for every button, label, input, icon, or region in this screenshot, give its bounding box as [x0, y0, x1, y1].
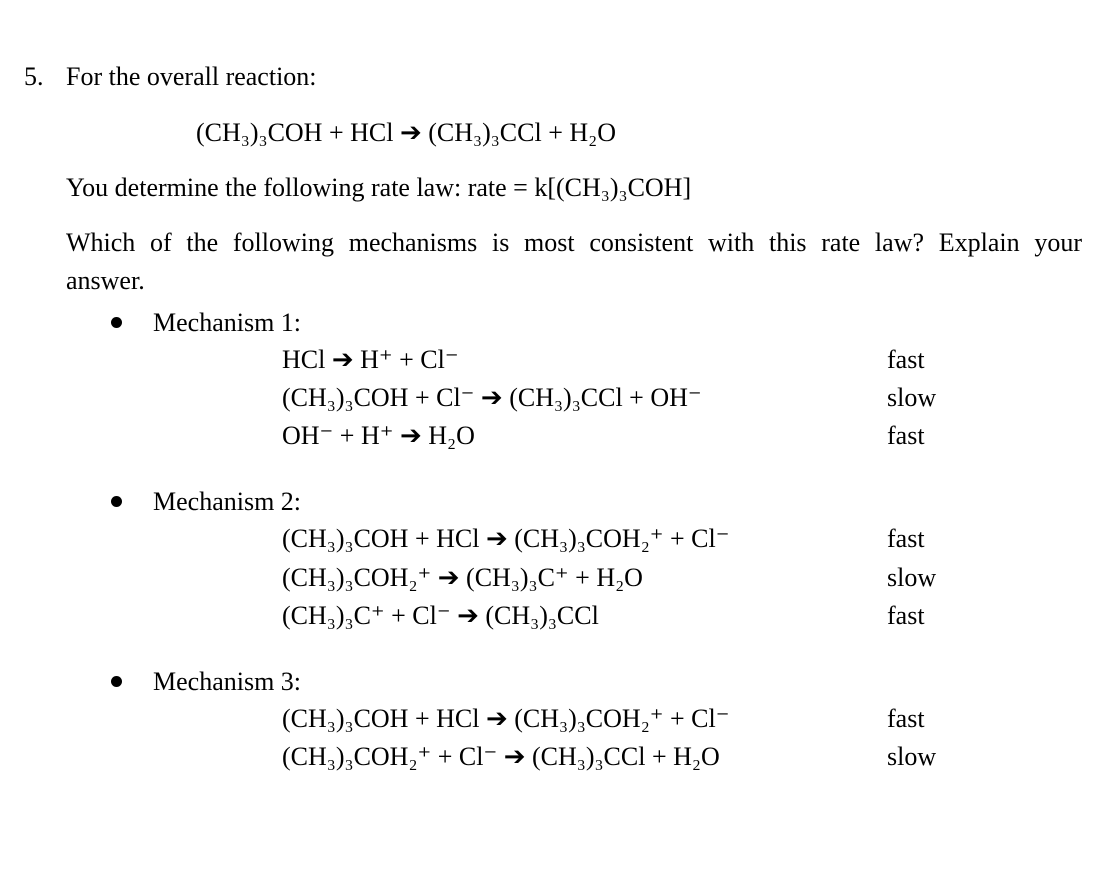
- mechanism-step-equation: OH⁻ + H⁺ ➔ H₂O: [282, 421, 475, 450]
- mechanism-step-rate: fast: [887, 524, 925, 553]
- bullet-icon: [111, 317, 122, 328]
- mechanism-title: Mechanism 3:: [153, 667, 302, 696]
- mechanism-step-rate: fast: [887, 601, 925, 630]
- mechanism-step-equation: (CH₃)₃COH + Cl⁻ ➔ (CH₃)₃CCl + OH⁻: [282, 383, 702, 412]
- mechanism-title: Mechanism 1:: [153, 308, 302, 337]
- mechanism-step-equation: (CH₃)₃COH₂⁺ ➔ (CH₃)₃C⁺ + H₂O: [282, 563, 643, 592]
- mechanism-step-equation: HCl ➔ H⁺ + Cl⁻: [282, 345, 459, 374]
- mechanism-step-equation: (CH₃)₃COH + HCl ➔ (CH₃)₃COH₂⁺ + Cl⁻: [282, 524, 730, 553]
- mechanism-step-rate: slow: [887, 742, 937, 771]
- mechanism-step-equation: (CH₃)₃COH₂⁺ + Cl⁻ ➔ (CH₃)₃CCl + H₂O: [282, 742, 720, 771]
- question-prompt-line-1: Which of the following mechanisms is most consistent with this rate law? Explain your: [66, 228, 1082, 257]
- mechanism-step-rate: fast: [887, 704, 925, 733]
- mechanism-step-rate: fast: [887, 345, 925, 374]
- overall-reaction: (CH₃)₃COH + HCl ➔ (CH₃)₃CCl + H₂O: [196, 118, 616, 147]
- mechanism-step-rate: slow: [887, 563, 937, 592]
- question-number: 5.: [24, 62, 44, 91]
- mechanism-step-equation: (CH₃)₃C⁺ + Cl⁻ ➔ (CH₃)₃CCl: [282, 601, 599, 630]
- question-prompt-line-2: answer.: [66, 266, 145, 295]
- mechanism-step-rate: slow: [887, 383, 937, 412]
- bullet-icon: [111, 496, 122, 507]
- mechanism-title: Mechanism 2:: [153, 487, 302, 516]
- mechanism-step-equation: (CH₃)₃COH + HCl ➔ (CH₃)₃COH₂⁺ + Cl⁻: [282, 704, 730, 733]
- mechanism-step-rate: fast: [887, 421, 925, 450]
- rate-law-statement: You determine the following rate law: rate = k[(CH₃)₃COH]: [66, 173, 692, 202]
- question-intro: For the overall reaction:: [66, 62, 317, 91]
- bullet-icon: [111, 676, 122, 687]
